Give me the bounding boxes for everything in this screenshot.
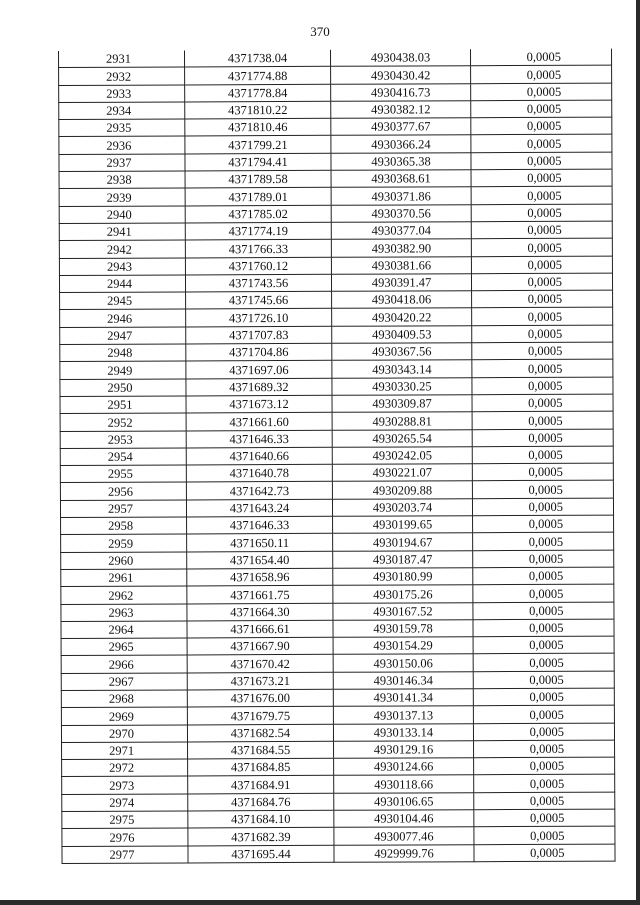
y-coordinate-cell: 4930133.14 xyxy=(333,723,473,741)
value-cell: 0,0005 xyxy=(473,671,614,689)
y-coordinate-cell: 4930382.90 xyxy=(331,239,471,257)
y-coordinate-cell: 4930150.06 xyxy=(333,654,473,672)
y-coordinate-cell: 4930418.06 xyxy=(332,291,472,309)
y-coordinate-cell: 4930146.34 xyxy=(333,671,473,689)
y-coordinate-cell: 4930187.47 xyxy=(333,550,473,568)
table-row xyxy=(59,204,612,224)
table-row xyxy=(60,377,613,397)
x-coordinate-cell: 4371707.83 xyxy=(186,326,332,344)
x-coordinate-cell: 4371794.41 xyxy=(185,153,331,171)
value-cell: 0,0005 xyxy=(472,429,613,447)
point-number-cell: 2934 xyxy=(59,102,185,120)
value-cell: 0,0005 xyxy=(471,83,612,101)
y-coordinate-cell: 4930430.42 xyxy=(331,66,471,84)
table-row xyxy=(61,532,614,552)
x-coordinate-cell: 4371726.10 xyxy=(186,309,332,327)
y-coordinate-cell: 4930382.12 xyxy=(331,101,471,119)
point-number-cell: 2944 xyxy=(59,275,185,293)
table-row xyxy=(61,584,614,604)
point-number-cell: 2962 xyxy=(61,586,187,604)
table-row xyxy=(62,775,615,795)
x-coordinate-cell: 4371661.60 xyxy=(186,413,332,431)
point-number-cell: 2955 xyxy=(60,465,186,483)
y-coordinate-cell: 4930343.14 xyxy=(332,360,472,378)
point-number-cell: 2945 xyxy=(60,292,186,310)
value-cell: 0,0005 xyxy=(474,757,615,775)
y-coordinate-cell: 4930209.88 xyxy=(332,481,472,499)
table-row xyxy=(61,723,614,743)
value-cell: 0,0005 xyxy=(473,567,614,585)
value-cell: 0,0005 xyxy=(471,238,612,256)
table-row xyxy=(60,290,613,310)
table-row xyxy=(59,256,612,276)
table-row xyxy=(59,221,612,241)
value-cell: 0,0005 xyxy=(473,515,614,533)
x-coordinate-cell: 4371673.12 xyxy=(186,395,332,413)
value-cell: 0,0005 xyxy=(471,204,612,222)
point-number-cell: 2937 xyxy=(59,154,185,172)
point-number-cell: 2975 xyxy=(62,811,188,829)
y-coordinate-cell: 4930124.66 xyxy=(334,758,474,776)
value-cell: 0,0005 xyxy=(472,290,613,308)
x-coordinate-cell: 4371682.39 xyxy=(188,828,334,846)
y-coordinate-cell: 4930203.74 xyxy=(332,498,472,516)
table-row xyxy=(62,740,615,760)
x-coordinate-cell: 4371676.00 xyxy=(187,689,333,707)
y-coordinate-cell: 4930077.46 xyxy=(334,827,474,845)
table-row xyxy=(60,446,613,466)
point-number-cell: 2970 xyxy=(61,725,187,743)
point-number-cell: 2933 xyxy=(59,85,185,103)
table-row xyxy=(60,463,613,483)
point-number-cell: 2973 xyxy=(62,776,188,794)
point-number-cell: 2972 xyxy=(62,759,188,777)
x-coordinate-cell: 4371684.76 xyxy=(188,793,334,811)
table-row xyxy=(61,515,614,535)
table-row xyxy=(60,498,613,518)
point-number-cell: 2932 xyxy=(59,67,185,85)
x-coordinate-cell: 4371810.22 xyxy=(185,101,331,119)
table-row xyxy=(59,273,612,293)
value-cell: 0,0005 xyxy=(473,584,614,602)
table-body xyxy=(58,49,615,864)
table-row xyxy=(62,844,615,864)
value-cell: 0,0005 xyxy=(471,65,612,83)
table-row xyxy=(59,169,612,189)
x-coordinate-cell: 4371673.21 xyxy=(187,672,333,690)
value-cell: 0,0005 xyxy=(471,100,612,118)
table-row xyxy=(60,308,613,328)
y-coordinate-cell: 4930106.65 xyxy=(334,792,474,810)
x-coordinate-cell: 4371695.44 xyxy=(188,845,334,863)
point-number-cell: 2971 xyxy=(62,742,188,760)
y-coordinate-cell: 4930370.56 xyxy=(331,204,471,222)
x-coordinate-cell: 4371774.88 xyxy=(185,67,331,85)
point-number-cell: 2936 xyxy=(59,136,185,154)
x-coordinate-cell: 4371697.06 xyxy=(186,361,332,379)
value-cell: 0,0005 xyxy=(473,723,614,741)
table-row xyxy=(59,186,612,206)
value-cell: 0,0005 xyxy=(472,498,613,516)
value-cell: 0,0005 xyxy=(470,49,611,66)
point-number-cell: 2938 xyxy=(59,171,185,189)
value-cell: 0,0005 xyxy=(473,550,614,568)
table-row xyxy=(61,688,614,708)
value-cell: 0,0005 xyxy=(472,394,613,412)
point-number-cell: 2977 xyxy=(62,846,188,864)
table-row xyxy=(60,481,613,501)
value-cell: 0,0005 xyxy=(472,377,613,395)
table-row xyxy=(62,792,615,812)
y-coordinate-cell: 4930377.04 xyxy=(331,222,471,240)
value-cell: 0,0005 xyxy=(473,688,614,706)
value-cell: 0,0005 xyxy=(472,342,613,360)
point-number-cell: 2950 xyxy=(60,379,186,397)
x-coordinate-cell: 4371646.33 xyxy=(187,516,333,534)
x-coordinate-cell: 4371738.04 xyxy=(184,50,330,67)
value-cell: 0,0005 xyxy=(471,186,612,204)
y-coordinate-cell: 4930194.67 xyxy=(333,533,473,551)
y-coordinate-cell: 4930104.46 xyxy=(334,810,474,828)
point-number-cell: 2943 xyxy=(59,258,185,276)
x-coordinate-cell: 4371664.30 xyxy=(187,603,333,621)
point-number-cell: 2969 xyxy=(61,707,187,725)
table-row xyxy=(62,757,615,777)
x-coordinate-cell: 4371684.10 xyxy=(188,810,334,828)
table-row xyxy=(61,636,614,656)
y-coordinate-cell: 4930141.34 xyxy=(333,689,473,707)
x-coordinate-cell: 4371643.24 xyxy=(186,499,332,517)
table-row xyxy=(59,83,612,103)
value-cell: 0,0005 xyxy=(472,446,613,464)
x-coordinate-cell: 4371684.91 xyxy=(188,776,334,794)
value-cell: 0,0005 xyxy=(471,221,612,239)
y-coordinate-cell: 4930309.87 xyxy=(332,395,472,413)
table-row xyxy=(59,238,612,258)
value-cell: 0,0005 xyxy=(473,532,614,550)
table-row xyxy=(62,826,615,846)
value-cell: 0,0005 xyxy=(472,308,613,326)
point-number-cell: 2935 xyxy=(59,119,185,137)
value-cell: 0,0005 xyxy=(471,117,612,135)
x-coordinate-cell: 4371670.42 xyxy=(187,655,333,673)
value-cell: 0,0005 xyxy=(471,135,612,153)
value-cell: 0,0005 xyxy=(472,481,613,499)
point-number-cell: 2965 xyxy=(61,638,187,656)
table-row xyxy=(61,567,614,587)
value-cell: 0,0005 xyxy=(474,826,615,844)
x-coordinate-cell: 4371760.12 xyxy=(185,257,331,275)
point-number-cell: 2948 xyxy=(60,344,186,362)
value-cell: 0,0005 xyxy=(474,775,615,793)
value-cell: 0,0005 xyxy=(473,705,614,723)
point-number-cell: 2951 xyxy=(60,396,186,414)
table-row xyxy=(60,429,613,449)
x-coordinate-cell: 4371666.61 xyxy=(187,620,333,638)
y-coordinate-cell: 4930265.54 xyxy=(332,429,472,447)
y-coordinate-cell: 4930368.61 xyxy=(331,170,471,188)
y-coordinate-cell: 4930381.66 xyxy=(331,256,471,274)
x-coordinate-cell: 4371766.33 xyxy=(185,240,331,258)
point-number-cell: 2941 xyxy=(59,223,185,241)
y-coordinate-cell: 4930242.05 xyxy=(332,447,472,465)
table-row xyxy=(60,411,613,431)
table-row xyxy=(58,49,611,68)
y-coordinate-cell: 4930367.56 xyxy=(332,343,472,361)
y-coordinate-cell: 4930438.03 xyxy=(330,49,470,66)
point-number-cell: 2958 xyxy=(61,517,187,535)
point-number-cell: 2939 xyxy=(59,188,185,206)
table-row xyxy=(59,65,612,85)
value-cell: 0,0005 xyxy=(472,359,613,377)
point-number-cell: 2968 xyxy=(61,690,187,708)
table-row xyxy=(61,653,614,673)
value-cell: 0,0005 xyxy=(473,636,614,654)
x-coordinate-cell: 4371810.46 xyxy=(185,118,331,136)
scan-edge-right xyxy=(636,0,640,905)
table-row xyxy=(59,135,612,155)
y-coordinate-cell: 4930180.99 xyxy=(333,568,473,586)
x-coordinate-cell: 4371785.02 xyxy=(185,205,331,223)
y-coordinate-cell: 4930175.26 xyxy=(333,585,473,603)
value-cell: 0,0005 xyxy=(473,653,614,671)
x-coordinate-cell: 4371654.40 xyxy=(187,551,333,569)
value-cell: 0,0005 xyxy=(471,152,612,170)
table-row xyxy=(59,117,612,137)
x-coordinate-cell: 4371689.32 xyxy=(186,378,332,396)
value-cell: 0,0005 xyxy=(472,411,613,429)
x-coordinate-cell: 4371667.90 xyxy=(187,637,333,655)
y-coordinate-cell: 4930391.47 xyxy=(331,274,471,292)
y-coordinate-cell: 4930129.16 xyxy=(334,741,474,759)
table-row xyxy=(61,619,614,639)
point-number-cell: 2956 xyxy=(60,482,186,500)
x-coordinate-cell: 4371684.85 xyxy=(188,758,334,776)
value-cell: 0,0005 xyxy=(474,844,615,862)
x-coordinate-cell: 4371658.96 xyxy=(187,568,333,586)
x-coordinate-cell: 4371745.66 xyxy=(186,291,332,309)
y-coordinate-cell: 4929999.76 xyxy=(334,844,474,862)
y-coordinate-cell: 4930159.78 xyxy=(333,619,473,637)
x-coordinate-cell: 4371640.66 xyxy=(186,447,332,465)
x-coordinate-cell: 4371789.58 xyxy=(185,170,331,188)
point-number-cell: 2976 xyxy=(62,828,188,846)
value-cell: 0,0005 xyxy=(474,740,615,758)
table-row xyxy=(61,671,614,691)
point-number-cell: 2967 xyxy=(61,673,187,691)
x-coordinate-cell: 4371642.73 xyxy=(186,482,332,500)
scan-edge-bottom xyxy=(0,900,640,905)
x-coordinate-cell: 4371646.33 xyxy=(186,430,332,448)
value-cell: 0,0005 xyxy=(473,602,614,620)
y-coordinate-cell: 4930420.22 xyxy=(332,308,472,326)
table-row xyxy=(62,809,615,829)
table-row xyxy=(60,359,613,379)
x-coordinate-cell: 4371799.21 xyxy=(185,136,331,154)
table-row xyxy=(59,152,612,172)
x-coordinate-cell: 4371640.78 xyxy=(186,464,332,482)
point-number-cell: 2966 xyxy=(61,655,187,673)
point-number-cell: 2957 xyxy=(60,500,186,518)
table-row xyxy=(61,705,614,725)
y-coordinate-cell: 4930199.65 xyxy=(333,516,473,534)
value-cell: 0,0005 xyxy=(471,256,612,274)
value-cell: 0,0005 xyxy=(474,792,615,810)
y-coordinate-cell: 4930366.24 xyxy=(331,135,471,153)
point-number-cell: 2961 xyxy=(61,569,187,587)
table-row xyxy=(60,325,613,345)
page-number: 370 xyxy=(310,24,330,39)
point-number-cell: 2949 xyxy=(60,361,186,379)
y-coordinate-cell: 4930330.25 xyxy=(332,377,472,395)
y-coordinate-cell: 4930371.86 xyxy=(331,187,471,205)
y-coordinate-cell: 4930221.07 xyxy=(332,464,472,482)
point-number-cell: 2963 xyxy=(61,603,187,621)
point-number-cell: 2931 xyxy=(58,50,184,67)
point-number-cell: 2942 xyxy=(59,240,185,258)
value-cell: 0,0005 xyxy=(472,325,613,343)
x-coordinate-cell: 4371743.56 xyxy=(185,274,331,292)
table-row xyxy=(60,342,613,362)
x-coordinate-cell: 4371661.75 xyxy=(187,586,333,604)
table-row xyxy=(60,394,613,414)
y-coordinate-cell: 4930154.29 xyxy=(333,637,473,655)
x-coordinate-cell: 4371682.54 xyxy=(187,724,333,742)
value-cell: 0,0005 xyxy=(471,273,612,291)
value-cell: 0,0005 xyxy=(474,809,615,827)
x-coordinate-cell: 4371650.11 xyxy=(187,534,333,552)
x-coordinate-cell: 4371679.75 xyxy=(187,707,333,725)
x-coordinate-cell: 4371684.55 xyxy=(188,741,334,759)
table-row xyxy=(61,602,614,622)
y-coordinate-cell: 4930167.52 xyxy=(333,602,473,620)
point-number-cell: 2959 xyxy=(61,534,187,552)
point-number-cell: 2940 xyxy=(59,206,185,224)
point-number-cell: 2953 xyxy=(60,430,186,448)
table-row xyxy=(59,100,612,120)
y-coordinate-cell: 4930409.53 xyxy=(332,325,472,343)
x-coordinate-cell: 4371778.84 xyxy=(185,84,331,102)
point-number-cell: 2964 xyxy=(61,621,187,639)
point-number-cell: 2952 xyxy=(60,413,186,431)
table-row xyxy=(61,550,614,570)
y-coordinate-cell: 4930118.66 xyxy=(334,775,474,793)
point-number-cell: 2947 xyxy=(60,327,186,345)
value-cell: 0,0005 xyxy=(472,463,613,481)
y-coordinate-cell: 4930365.38 xyxy=(331,152,471,170)
y-coordinate-cell: 4930416.73 xyxy=(331,83,471,101)
value-cell: 0,0005 xyxy=(473,619,614,637)
point-number-cell: 2960 xyxy=(61,552,187,570)
coordinates-table xyxy=(58,49,616,864)
y-coordinate-cell: 4930137.13 xyxy=(333,706,473,724)
coordinates-table-wrapper xyxy=(58,49,615,864)
point-number-cell: 2974 xyxy=(62,794,188,812)
y-coordinate-cell: 4930377.67 xyxy=(331,118,471,136)
x-coordinate-cell: 4371774.19 xyxy=(185,222,331,240)
point-number-cell: 2946 xyxy=(60,309,186,327)
x-coordinate-cell: 4371789.01 xyxy=(185,188,331,206)
value-cell: 0,0005 xyxy=(471,169,612,187)
y-coordinate-cell: 4930288.81 xyxy=(332,412,472,430)
x-coordinate-cell: 4371704.86 xyxy=(186,343,332,361)
point-number-cell: 2954 xyxy=(60,448,186,466)
